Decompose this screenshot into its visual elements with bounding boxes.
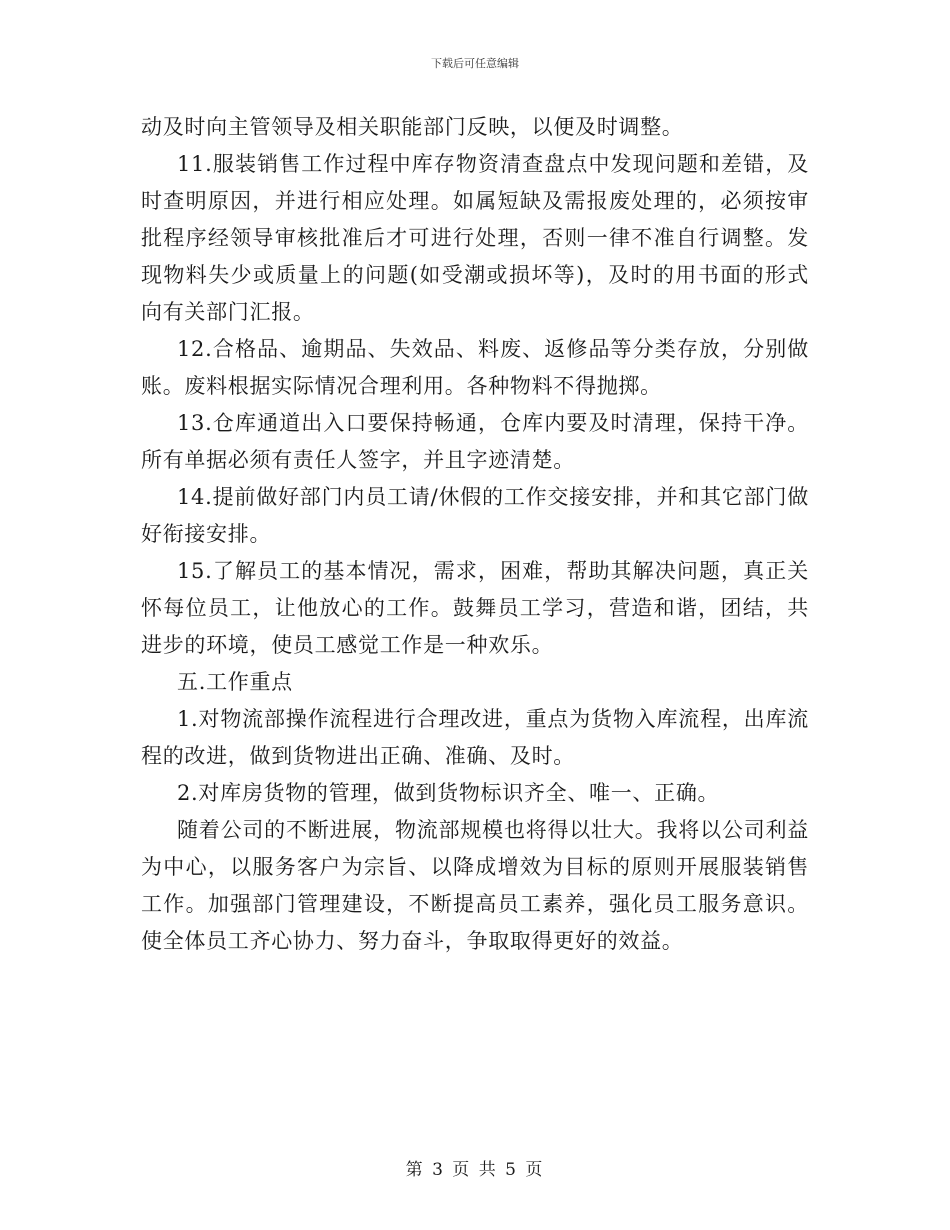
document-body [141,109,809,960]
page-number: 第 3 页 共 5 页 [405,1160,545,1180]
paragraph-item-13: 13.仓库通道出入口要保持畅通，仓库内要及时清理，保持干净。所有单据必须有责任人签字，并且字迹清楚。 [141,411,809,472]
paragraph-continuation: 动及时向主管领导及相关职能部门反映，以便及时调整。 [141,115,684,139]
paragraph-focus-2: 2.对库房货物的管理，做到货物标识齐全、唯一、正确。 [177,781,720,805]
paragraph-conclusion: 随着公司的不断进展，物流部规模也将得以壮大。我将以公司利益为中心，以服务客户为宗旨、以降成增效为目标的原则开展服装销售工作。加强部门管理建设，不断提高员工素养，强化员工服务意识。使全体员工齐心协力、努力奋斗，争取取得更好的效益。 [141,818,809,953]
paragraph-focus-1: 1.对物流部操作流程进行合理改进，重点为货物入库流程，出库流程的改进，做到货物进出正确、准确、及时。 [141,707,809,768]
paragraph-item-15: 15.了解员工的基本情况，需求，困难，帮助其解决问题，真正关怀每位员工，让他放心的工作。鼓舞员工学习，营造和谐，团结，共进步的环境，使员工感觉工作是一种欢乐。 [141,559,809,657]
paragraph-item-11: 11.服装销售工作过程中库存物资清查盘点中发现问题和差错，及时查明原因，并进行相应处理。如属短缺及需报废处理的，必须按审批程序经领导审核批准后才可进行处理，否则一律不准自行调整。发现物料失少或质量上的问题(如受潮或损坏等)，及时的用书面的形式向有关部门汇报。 [141,152,809,324]
paragraph-item-12: 12.合格品、逾期品、失效品、料废、返修品等分类存放，分别做账。废料根据实际情况合理利用。各种物料不得抛掷。 [141,337,809,398]
paragraph-item-14: 14.提前做好部门内员工请/休假的工作交接安排，并和其它部门做好衔接安排。 [141,485,809,546]
header-note: 下载后可任意编辑 [431,57,519,70]
section-heading: 五.工作重点 [177,670,293,694]
